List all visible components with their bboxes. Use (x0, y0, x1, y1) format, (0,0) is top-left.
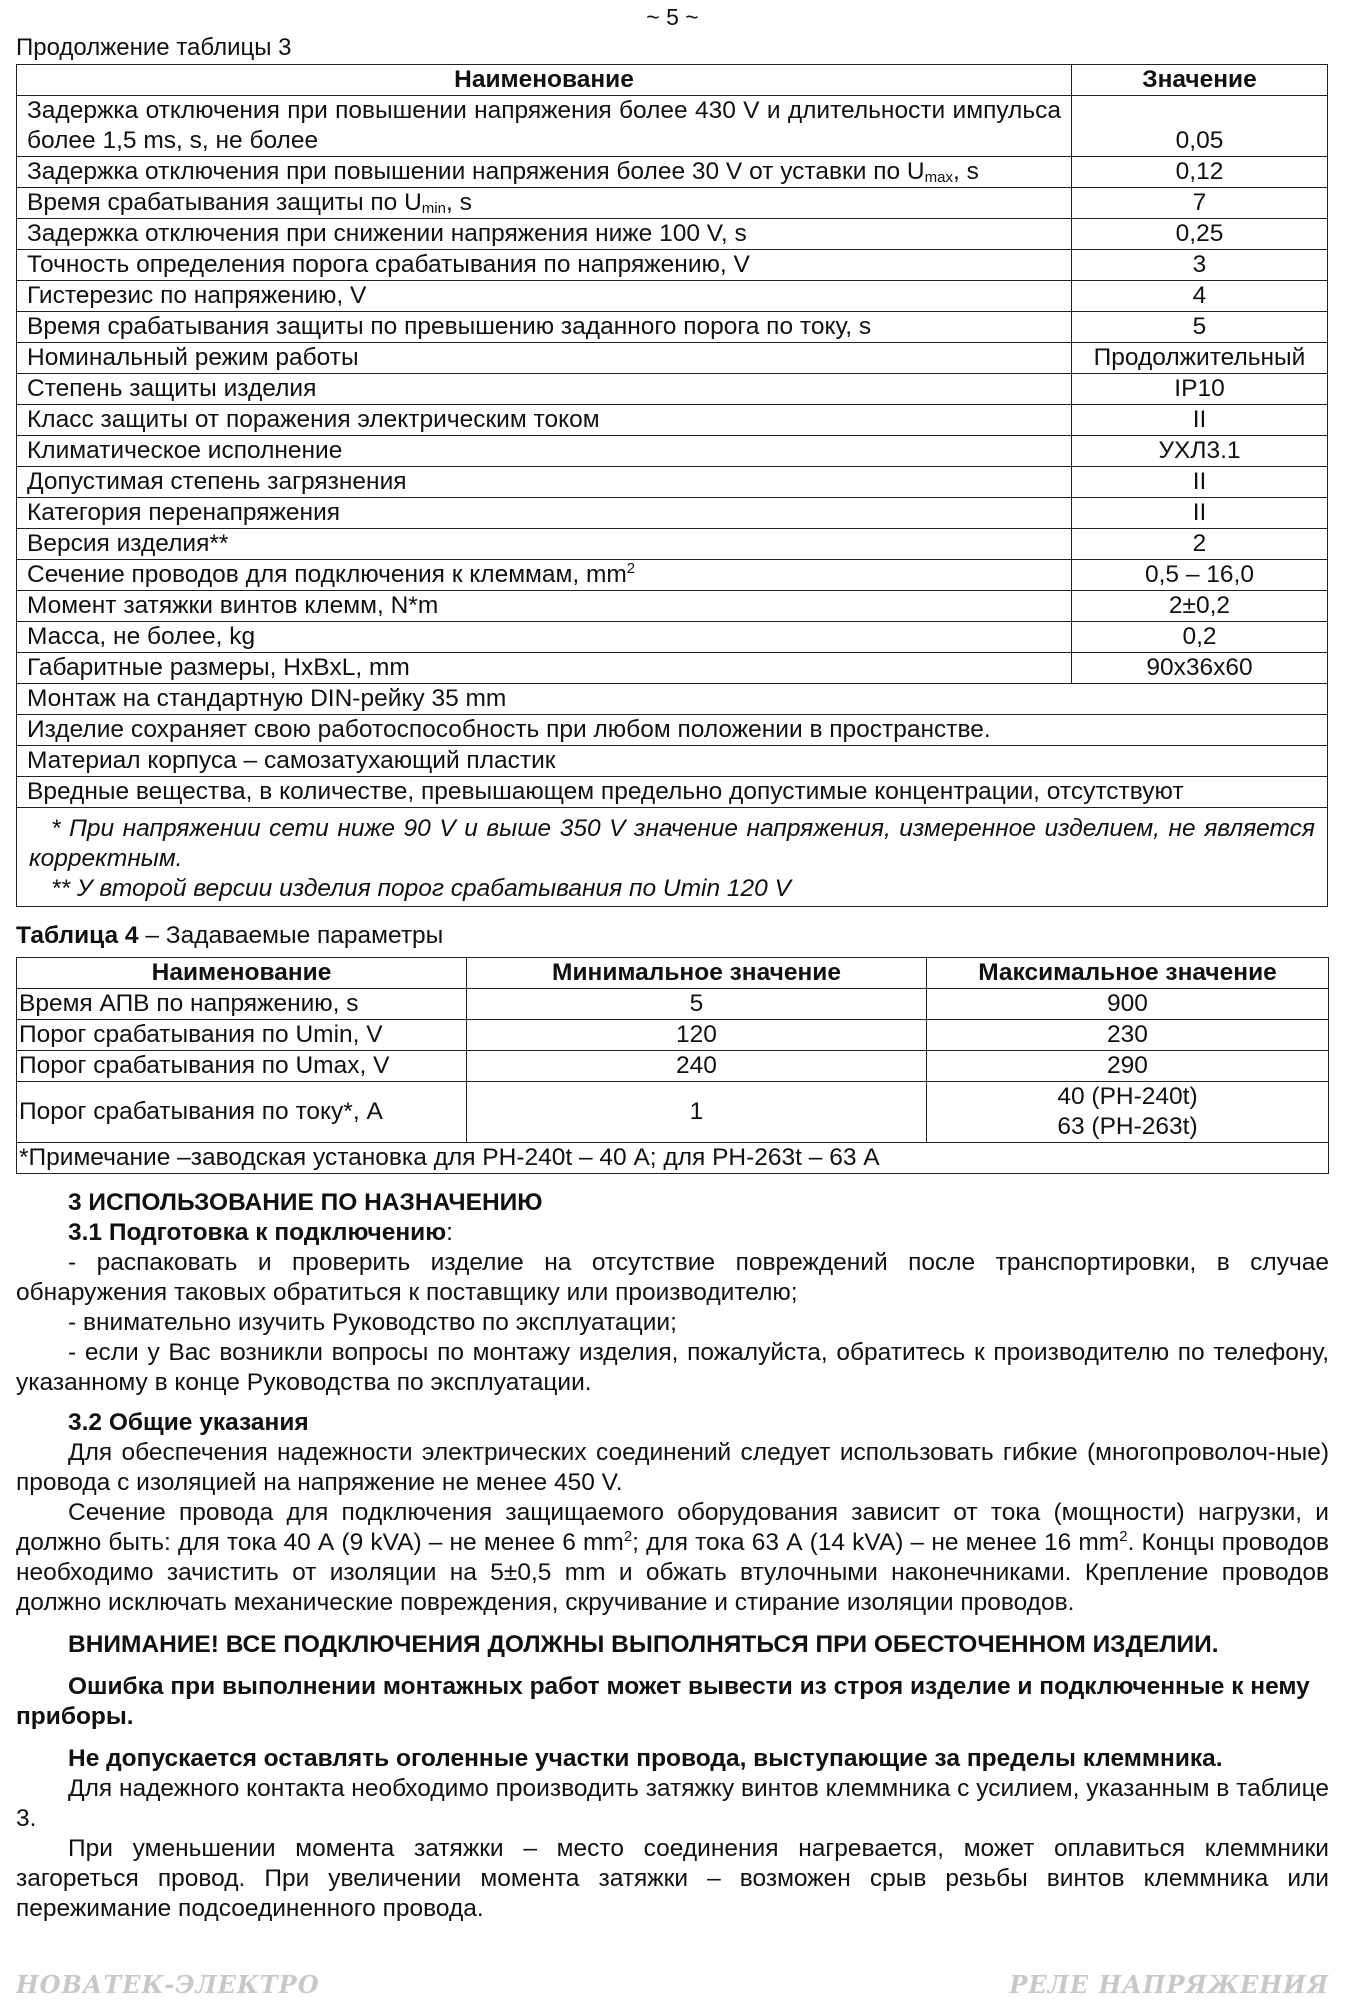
table3-full-row (17, 684, 1328, 715)
table4-note-row (17, 1143, 1329, 1174)
table4-cell-min: 5 (467, 989, 927, 1020)
section-3-2-title: 3.2 Общие указания (68, 1409, 309, 1436)
table4-row (17, 1020, 1329, 1051)
table3-row (17, 281, 1328, 312)
table4-cell-name: Время АПВ по напряжению, s (17, 989, 467, 1020)
table3-header-value: Значение (1072, 65, 1328, 96)
table3-row (17, 653, 1328, 684)
table3-cell-value: IP10 (1072, 374, 1328, 405)
table3-cell-name: Масса, не более, kg (17, 622, 1072, 653)
table3-caption: Продолжение таблицы 3 (16, 34, 292, 61)
table3-cell-name (17, 157, 1072, 188)
table4-caption-title: – Задаваемые параметры (138, 922, 444, 949)
footer-brand: НОВАТЕК-ЭЛЕКТРО (16, 1970, 320, 1999)
table3-full-row (17, 746, 1328, 777)
subscript: max (924, 169, 953, 186)
paragraph-2-part-a: Сечение провода для подключения защищаемого оборудования зависит от тока (мощности) нагрузки, и должно быть: для тока 40 А (9 kVA) – не менее 6 mm (16, 1499, 1329, 1556)
table3-note-1: * При напряжении сети ниже 90 V и выше 350 V значение напряжения, измеренное изделием, не является корректным. (29, 815, 1315, 872)
table3-cell-value: 4 (1072, 281, 1328, 312)
table3-cell-full: Вредные вещества, в количестве, превышающем предельно допустимые концентрации, отсутствуют (17, 777, 1328, 808)
table3-notes-row (17, 808, 1328, 907)
table3-cell-name (17, 188, 1072, 219)
table3-row (17, 188, 1328, 219)
table3-cell-name: Габаритные размеры, HxBxL, mm (17, 653, 1072, 684)
torque-paragraph: Для надежного контакта необходимо производить затяжку винтов клеммника с усилием, указанным в таблице 3. (16, 1775, 1329, 1832)
table4-cell-min: 120 (467, 1020, 927, 1051)
table3-cell-name (17, 560, 1072, 591)
table3-row (17, 343, 1328, 374)
subscript: min (421, 200, 446, 217)
document-page (16, 0, 1329, 1924)
table4-cell-min: 1 (467, 1082, 927, 1143)
page-number: ~ 5 ~ (646, 4, 699, 30)
table3-cell-value: УХЛ3.1 (1072, 436, 1328, 467)
section-3-2-paragraph-1: Для обеспечения надежности электрических соединений следует использовать гибкие (многопроволоч-ные) провода с изоляцией на напряжение не менее 450 V. (16, 1439, 1329, 1496)
table3-cell-value: 5 (1072, 312, 1328, 343)
table3-row (17, 374, 1328, 405)
table4-header-min: Минимальное значение (467, 958, 927, 989)
table3-row (17, 250, 1328, 281)
cell-text: , s (445, 189, 472, 216)
table3-row (17, 436, 1328, 467)
section-3-1-heading (16, 1218, 1329, 1248)
footer-product: РЕЛЕ НАПРЯЖЕНИЯ (1009, 1970, 1329, 1999)
table4-cell-max-line2: 63 (РН-263t) (1057, 1113, 1198, 1140)
table3-cell-value: 0,5 – 16,0 (1072, 560, 1328, 591)
table3-cell-name: Задержка отключения при снижении напряжения ниже 100 V, s (17, 219, 1072, 250)
torque-warning-paragraph: При уменьшении момента затяжки – место соединения нагревается, может оплавиться клеммники загореться провод. При увеличении момента затяжки – возможен срыв резьбы винтов клеммника или пережимание подсоединенного провода. (16, 1835, 1329, 1922)
superscript: 2 (626, 560, 636, 577)
section-3-1-colon: : (446, 1219, 453, 1246)
page-footer (16, 1966, 1329, 2000)
table3-full-row (17, 777, 1328, 808)
table4-header-row (17, 958, 1329, 989)
table3-row (17, 405, 1328, 436)
table3-row (17, 96, 1328, 157)
superscript-2: 2 (1119, 1528, 1128, 1545)
table3-row (17, 219, 1328, 250)
table4-cell-max: 290 (927, 1051, 1329, 1082)
table3-cell-value: 0,2 (1072, 622, 1328, 653)
table3-row (17, 157, 1328, 188)
table4-caption-number: Таблица 4 (16, 922, 139, 949)
table3-cell-value: 2 (1072, 529, 1328, 560)
warning-bare-wire: Не допускается оставлять оголенные участки провода, выступающие за пределы клеммника. (68, 1745, 1223, 1772)
cell-text: Сечение проводов для подключения к клеммам, mm (27, 561, 627, 588)
table3-cell-value: 0,05 (1072, 96, 1328, 157)
table3 (16, 64, 1328, 907)
table3-row (17, 622, 1328, 653)
table4-row (17, 989, 1329, 1020)
table3-cell-name: Задержка отключения при повышении напряжения более 430 V и длительности импульса более 1,5 ms, s, не более (17, 96, 1072, 157)
table4-caption (16, 919, 1329, 953)
paragraph-2-part-c: . Концы проводов необходимо зачистить от изоляции на 5±0,5 mm и обжать втулочными наконечниками. Крепление проводов должно исключать механические повреждения, скручивание и стирание изоляции проводов. (16, 1529, 1330, 1616)
table3-cell-value: Продолжительный (1072, 343, 1328, 374)
section-3-1-title: 3.1 Подготовка к подключению (68, 1219, 447, 1246)
table3-cell-value: II (1072, 467, 1328, 498)
table3-row (17, 498, 1328, 529)
table3-cell-value: 3 (1072, 250, 1328, 281)
table3-header-row (17, 65, 1328, 96)
table3-cell-value: 0,25 (1072, 219, 1328, 250)
table3-cell-name: Точность определения порога срабатывания по напряжению, V (17, 250, 1072, 281)
table4-header-max: Максимальное значение (927, 958, 1329, 989)
table3-cell-name: Время срабатывания защиты по превышению заданного порога по току, s (17, 312, 1072, 343)
table3-cell-full: Монтаж на стандартную DIN-рейку 35 mm (17, 684, 1328, 715)
section-3-1-item-3: - если у Вас возникли вопросы по монтажу изделия, пожалуйста, обратитесь к производителю по телефону, указанному в конце Руководства по эксплуатации. (16, 1339, 1329, 1396)
table3-cell-value: 7 (1072, 188, 1328, 219)
table3-cell-value: 90x36x60 (1072, 653, 1328, 684)
table4-row (17, 1051, 1329, 1082)
table3-cell-name: Гистерезис по напряжению, V (17, 281, 1072, 312)
table4-cell-max-line1: 40 (РН-240t) (1057, 1083, 1198, 1110)
table4-cell-name: Порог срабатывания по Umax, V (17, 1051, 467, 1082)
table4 (16, 957, 1329, 1174)
table3-cell-value: 2±0,2 (1072, 591, 1328, 622)
table4-header-name: Наименование (17, 958, 467, 989)
table3-cell-name: Допустимая степень загрязнения (17, 467, 1072, 498)
section-3-1-item-2: - внимательно изучить Руководство по эксплуатации; (68, 1309, 677, 1336)
table3-header-name: Наименование (17, 65, 1072, 96)
cell-text: , s (952, 158, 979, 185)
table3-row (17, 529, 1328, 560)
table4-row-current (17, 1082, 1329, 1143)
cell-text: Время срабатывания защиты по U (27, 189, 422, 216)
table4-cell-max: 230 (927, 1020, 1329, 1051)
superscript-2: 2 (623, 1528, 633, 1545)
section-3-title: 3 ИСПОЛЬЗОВАНИЕ ПО НАЗНАЧЕНИЮ (68, 1189, 543, 1216)
section-3-1-item-1: - распаковать и проверить изделие на отсутствие повреждений после транспортировки, в случае обнаружения таковых обратиться к поставщику или производителю; (16, 1249, 1329, 1306)
table3-cell-name: Категория перенапряжения (17, 498, 1072, 529)
table3-cell-name: Версия изделия** (17, 529, 1072, 560)
table3-cell-full: Материал корпуса – самозатухающий пластик (17, 746, 1328, 777)
table3-cell-name: Климатическое исполнение (17, 436, 1072, 467)
table3-row (17, 560, 1328, 591)
table4-note: *Примечание –заводская установка для РН-240t – 40 А; для РН-263t – 63 А (17, 1143, 1329, 1174)
table3-cell-value: II (1072, 498, 1328, 529)
table3-notes (17, 808, 1328, 907)
table4-cell-max (927, 1082, 1329, 1143)
table3-cell-value: II (1072, 405, 1328, 436)
table4-cell-max: 900 (927, 989, 1329, 1020)
table3-row (17, 467, 1328, 498)
table3-cell-full: Изделие сохраняет свою работоспособность при любом положении в пространстве. (17, 715, 1328, 746)
table3-cell-name: Номинальный режим работы (17, 343, 1072, 374)
table3-cell-name: Момент затяжки винтов клемм, N*m (17, 591, 1072, 622)
table4-cell-min: 240 (467, 1051, 927, 1082)
table3-cell-value: 0,12 (1072, 157, 1328, 188)
paragraph-2-part-b: ; для тока 63 А (14 kVA) – не менее 16 mm (632, 1529, 1120, 1556)
table3-cell-name: Класс защиты от поражения электрическим током (17, 405, 1072, 436)
table4-cell-name: Порог срабатывания по Umin, V (17, 1020, 467, 1051)
table3-row (17, 312, 1328, 343)
warning-installation-error: Ошибка при выполнении монтажных работ может вывести из строя изделие и подключенные к нему приборы. (16, 1673, 1310, 1730)
warning-deenergized: ВНИМАНИЕ! ВСЕ ПОДКЛЮЧЕНИЯ ДОЛЖНЫ ВЫПОЛНЯТЬСЯ ПРИ ОБЕСТОЧЕННОМ ИЗДЕЛИИ. (68, 1631, 1219, 1658)
cell-text: Задержка отключения при повышении напряжения более 30 V от уставки по U (27, 158, 925, 185)
table4-cell-name: Порог срабатывания по току*, A (17, 1082, 467, 1143)
table3-full-row (17, 715, 1328, 746)
table3-note-2: ** У второй версии изделия порог срабатывания по Umin 120 V (51, 875, 791, 902)
section-3-2-paragraph-2 (16, 1498, 1329, 1618)
table3-cell-name: Степень защиты изделия (17, 374, 1072, 405)
section-3 (16, 1188, 1329, 1924)
table3-row (17, 591, 1328, 622)
